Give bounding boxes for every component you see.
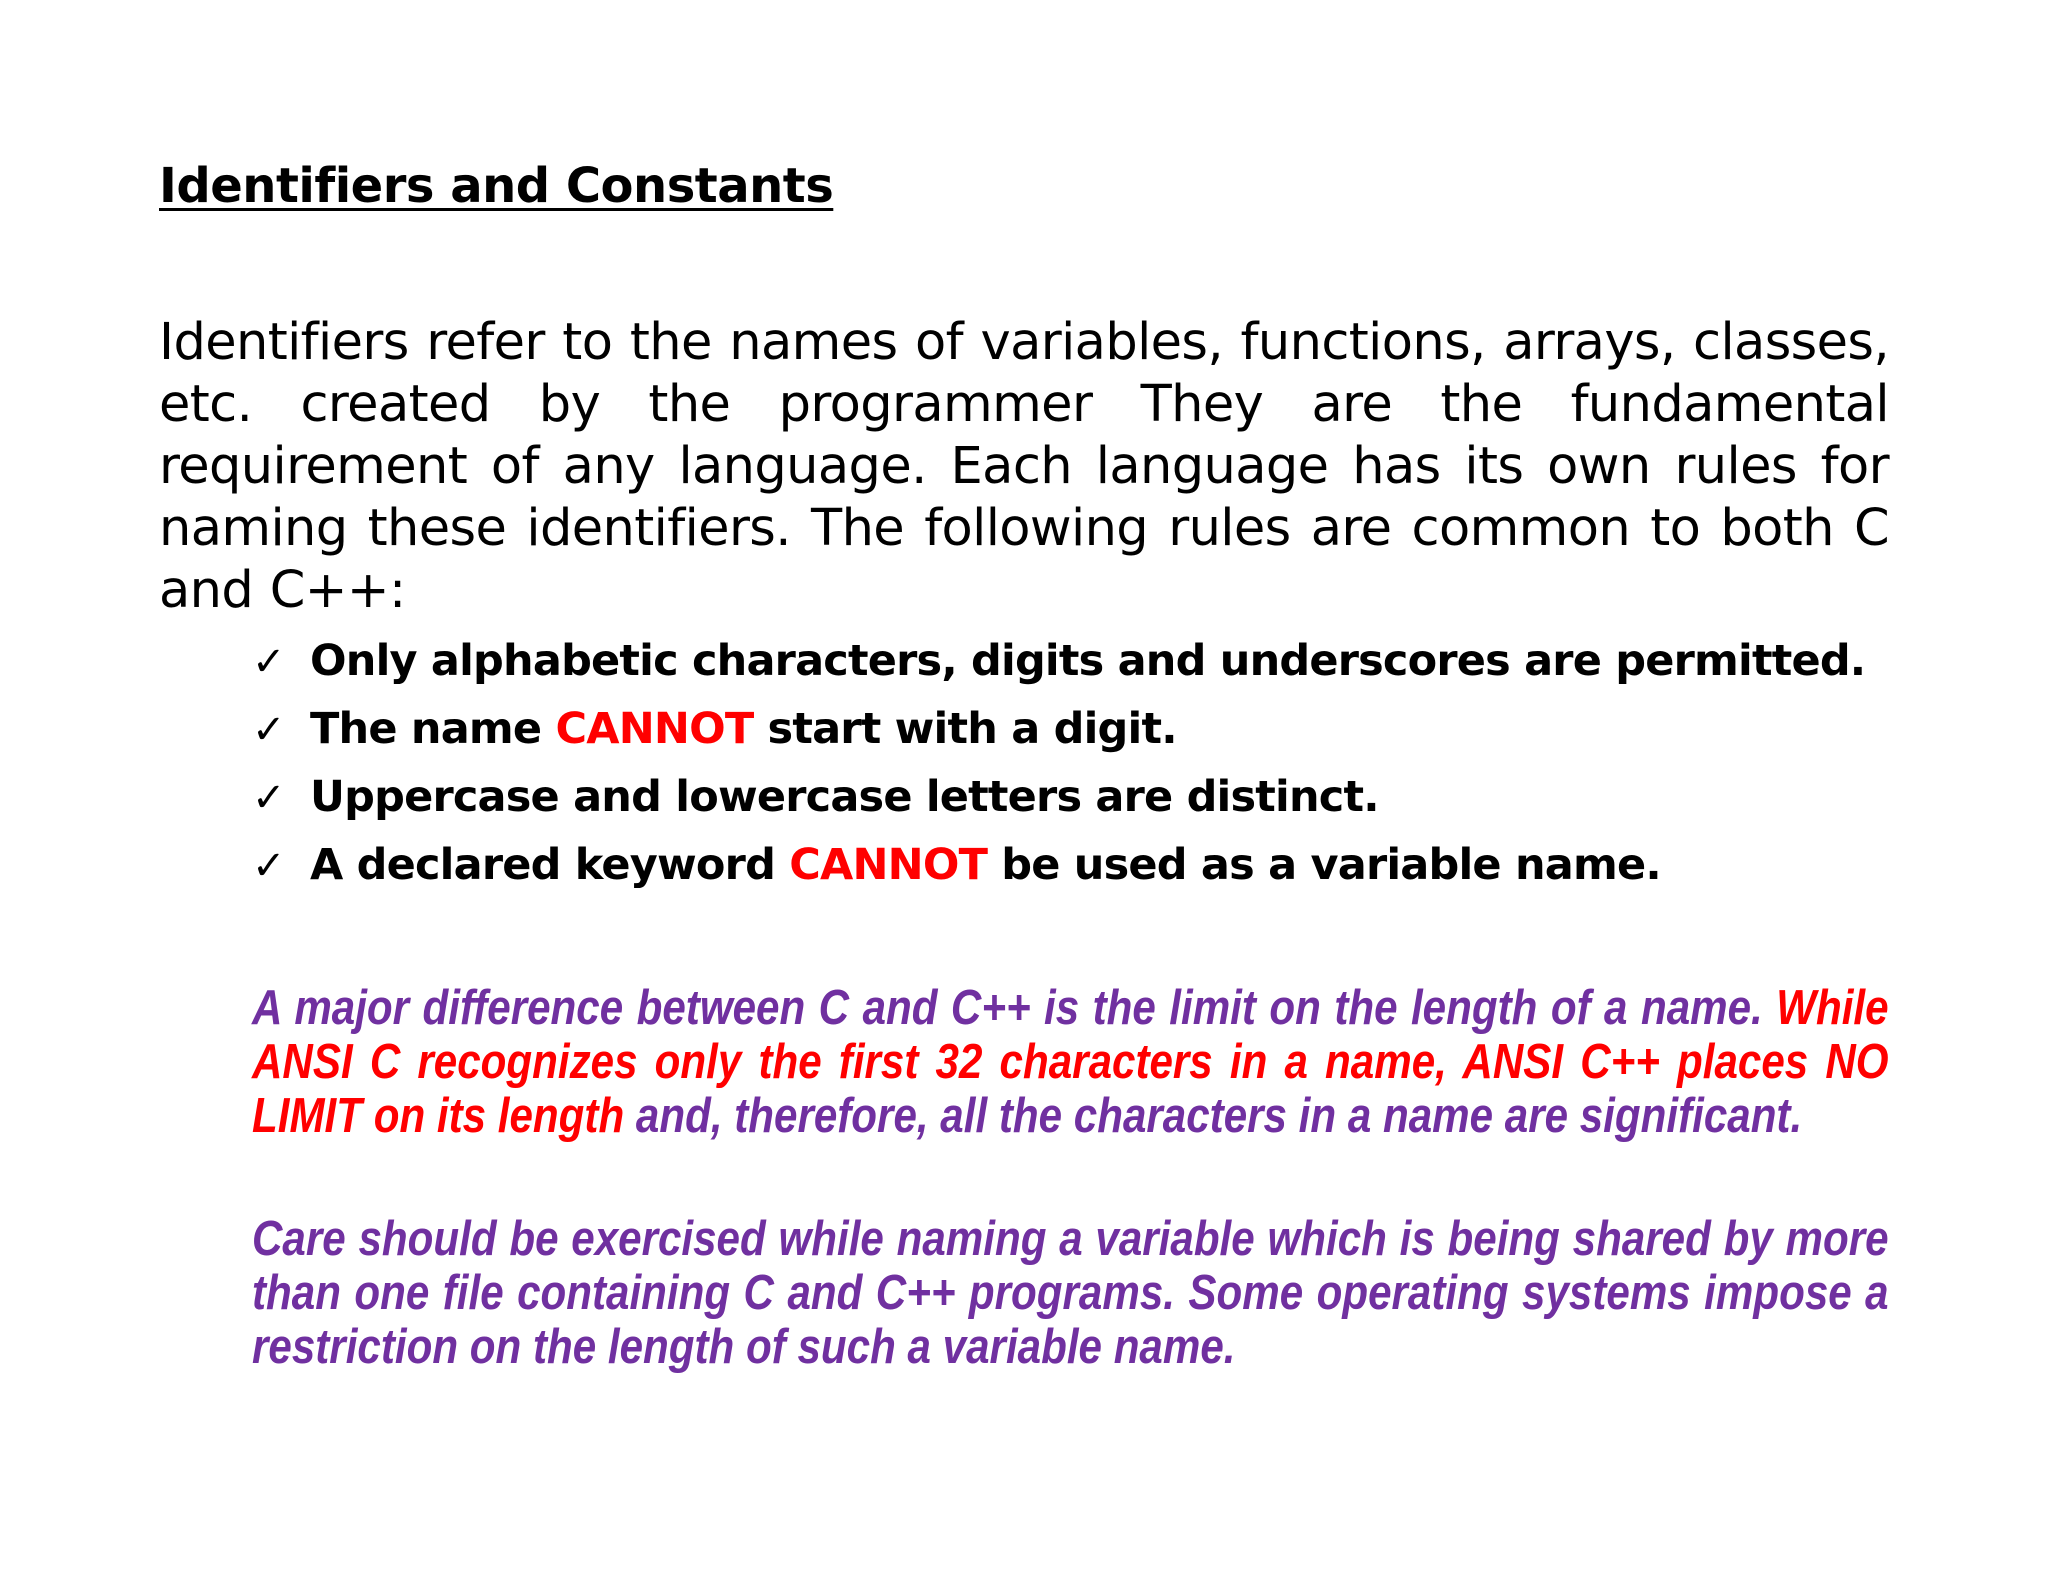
note-highlight: While ANSI C recognizes only the first 32 characters in a name, ANSI C++ places NO LIMIT on its length xyxy=(252,981,1889,1143)
intro-paragraph: Identifiers refer to the names of variables, functions, arrays, classes, etc. created by the programmer They are the fundamental requirement of any language. Each language has its own rules for naming these identifiers. The following rules are common to both C and C++: xyxy=(159,313,1889,620)
check-mark-icon: ✓ xyxy=(252,707,286,753)
rule-text-part: A declared keyword xyxy=(310,840,790,890)
check-mark-icon: ✓ xyxy=(252,843,286,889)
note-text: A major difference between C and C++ is the limit on the length of a name. xyxy=(252,981,1777,1035)
rule-text-part: start with a digit. xyxy=(753,704,1177,754)
rule-item xyxy=(252,840,1865,908)
rule-text-part: Uppercase and lowercase letters are distinct. xyxy=(310,772,1379,822)
length-limit-note xyxy=(252,981,1889,1143)
rule-text xyxy=(310,636,1865,686)
slide-title: Identifiers and Constants xyxy=(159,158,834,214)
rule-highlight: CANNOT xyxy=(789,840,988,890)
rule-highlight: CANNOT xyxy=(555,704,754,754)
note-text: and, therefore, all the characters in a name are significant. xyxy=(624,1089,1803,1143)
rule-text xyxy=(310,704,1177,754)
rule-text xyxy=(310,840,1661,890)
rule-text-part: The name xyxy=(310,704,556,754)
check-mark-icon: ✓ xyxy=(252,639,286,685)
rule-item xyxy=(252,636,1865,704)
rule-text xyxy=(310,772,1379,822)
check-mark-icon: ✓ xyxy=(252,775,286,821)
rule-item xyxy=(252,704,1865,772)
rule-text-part: be used as a variable name. xyxy=(987,840,1661,890)
rules-list xyxy=(252,636,1865,908)
rule-text-part: Only alphabetic characters, digits and underscores are permitted. xyxy=(310,636,1866,686)
shared-variable-note: Care should be exercised while naming a variable which is being shared by more than one file containing C and C++ programs. Some operating systems impose a restriction on the length of such a variable name. xyxy=(252,1212,1889,1374)
rule-item xyxy=(252,772,1865,840)
